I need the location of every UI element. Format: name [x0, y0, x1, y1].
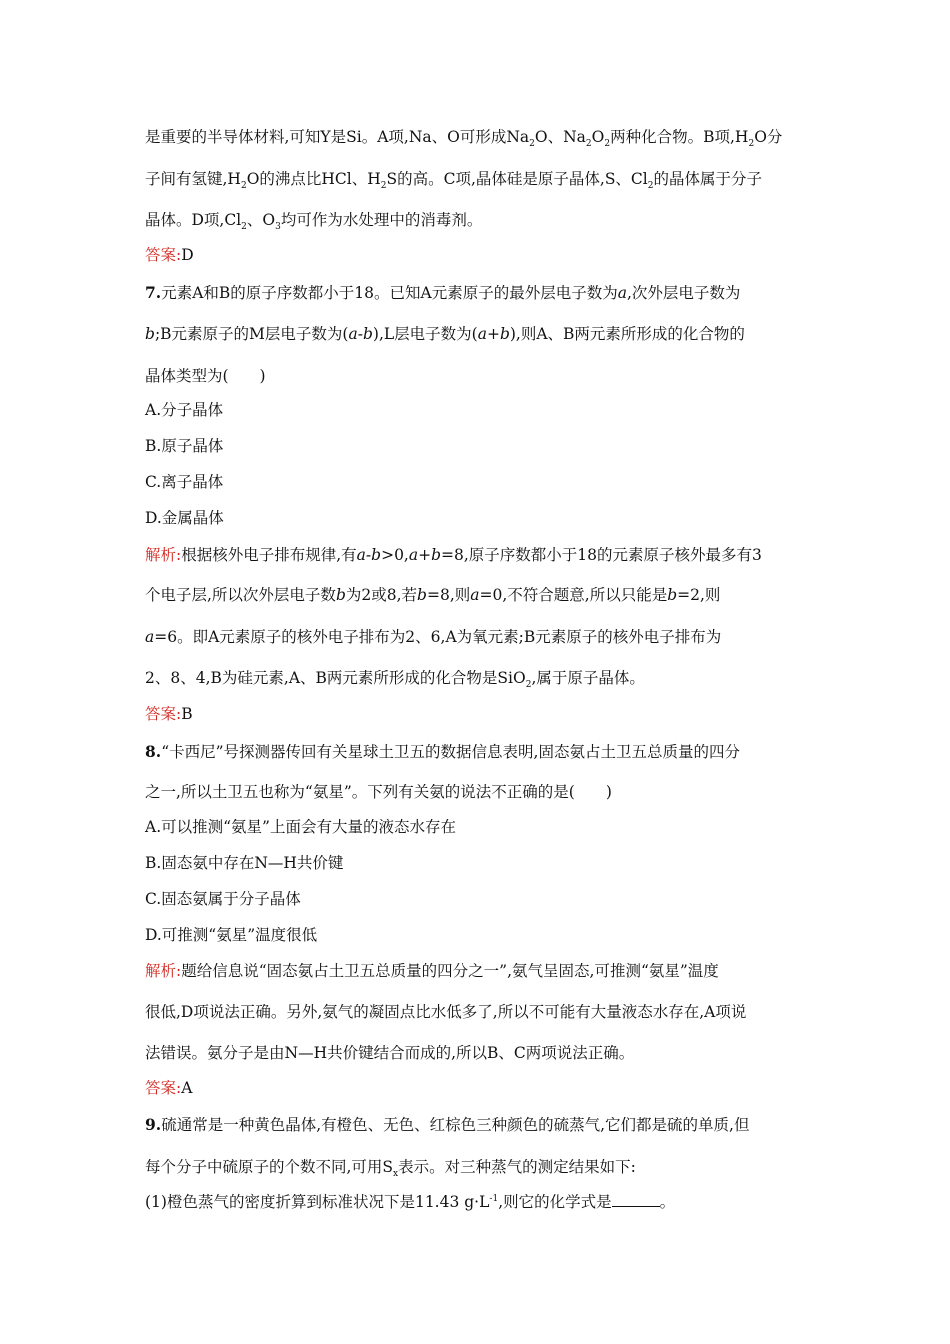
explanation-label: 解析: [145, 546, 182, 564]
explanation-7-line: a=6。即A元素原子的核外电子排布为2、6,A为氧元素;B元素原子的核外电子排布为 [145, 628, 722, 646]
text-line: 是重要的半导体材料,可知Y是Si。A项,Na、O可形成$Na_2O$、$Na_2O_2$两种化合物。B项$,H_2O$分 [145, 128, 783, 150]
option-b: B.固态氨中存在N—H共价键 [145, 854, 344, 872]
question-number: 9. [145, 1115, 162, 1134]
question-7-line: b;B元素原子的M层电子数为(a-b),L层电子数为(a+b),则A、B两元素所形成的化合物的 [145, 325, 745, 343]
question-8-line: 之一,所以土卫五也称为“氨星”。下列有关氨的说法不正确的是( ) [145, 783, 612, 801]
question-9-line: 每个分子中硫原子的个数不同,可用$S_x$表示。对三种蒸气的测定结果如下: [145, 1158, 636, 1180]
question-number: 7. [145, 283, 162, 302]
question-9-line: 9.硫通常是一种黄色晶体,有橙色、无色、红棕色三种颜色的硫蒸气,它们都是硫的单质,但 [145, 1115, 750, 1134]
question-8-line: 8.“卡西尼”号探测器传回有关星球土卫五的数据信息表明,固态氨占土卫五总质量的四分 [145, 742, 740, 761]
option-c: C.离子晶体 [145, 473, 224, 491]
answer-label: 答案: [145, 246, 182, 264]
option-d: D.可推测“氨星”温度很低 [145, 926, 318, 944]
explanation-7-line: 2、8、4,B为硅元素,A、B两元素所形成的化合物是SiO$_2$,属于原子晶体。 [145, 669, 645, 691]
answer-7: 答案:B [145, 705, 193, 723]
explanation-8-line: 法错误。氨分子是由N—H共价键结合而成的,所以B、C两项说法正确。 [145, 1044, 635, 1062]
question-7-line: 7.元素A和B的原子序数都小于18。已知A元素原子的最外层电子数为a,次外层电子数为 [145, 283, 741, 302]
answer-label: 答案: [145, 1079, 182, 1097]
option-a: A.可以推测“氨星”上面会有大量的液态水存在 [145, 818, 456, 836]
question-7-line: 晶体类型为( ) [145, 367, 266, 385]
answer-6: 答案:D [145, 246, 194, 264]
explanation-8-line: 解析:题给信息说“固态氨占土卫五总质量的四分之一”,氨气呈固态,可推测“氨星”温度 [145, 962, 719, 980]
answer-label: 答案: [145, 705, 182, 723]
explanation-7-line: 个电子层,所以次外层电子数b为2或8,若b=8,则a=0,不符合题意,所以只能是b=2,则 [145, 586, 721, 604]
explanation-8-line: 很低,D项说法正确。另外,氨气的凝固点比水低多了,所以不可能有大量液态水存在,A项说 [145, 1003, 747, 1021]
option-a: A.分子晶体 [145, 401, 224, 419]
explanation-7-line: 解析:根据核外电子排布规律,有a-b>0,a+b=8,原子序数都小于18的元素原子核外最多有3 [145, 546, 762, 564]
answer-8: 答案:A [145, 1079, 193, 1097]
text-line: 晶体。D项$,Cl_2$、$O_3$均可作为水处理中的消毒剂。 [145, 211, 483, 233]
option-c: C.固态氨属于分子晶体 [145, 890, 301, 908]
option-d: D.金属晶体 [145, 509, 224, 527]
explanation-label: 解析: [145, 962, 182, 980]
question-9-sub-1: (1)橙色蒸气的密度折算到标准状况下是11.43 $g\cdot L^{-1}$,则它的化学式是 。 [145, 1193, 676, 1211]
answer-blank[interactable] [612, 1192, 660, 1207]
question-number: 8. [145, 742, 162, 761]
option-b: B.原子晶体 [145, 437, 224, 455]
text-line: 子间有氢键$,H_2O$的沸点比HCl、$H_2S$的高。C项,晶体硅是原子晶体,S、$Cl_2$的晶体属于分子 [145, 170, 763, 192]
